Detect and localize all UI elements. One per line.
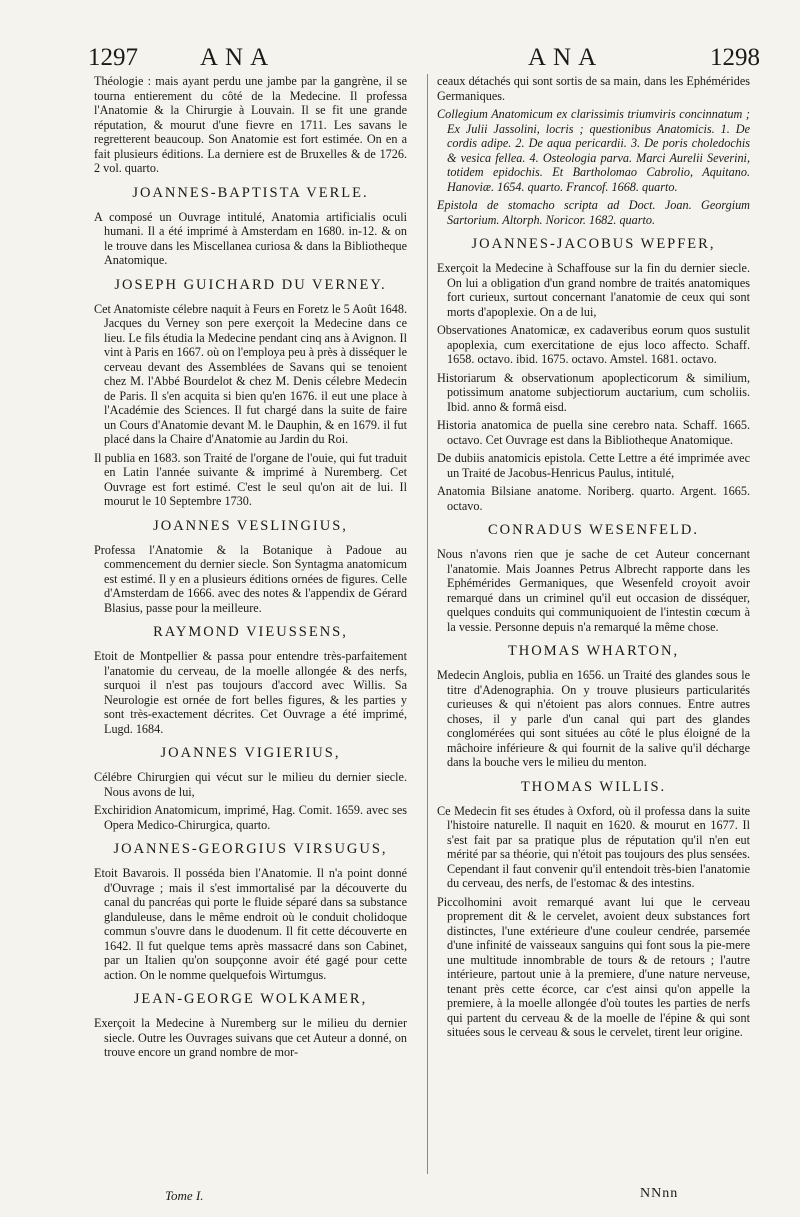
entry-paragraph: Exerçoit la Medecine à Schaffouse sur la fin du dernier siecle. On lui a obligation d'un grand nombre de traités anatomiques fort curieux, surtout concernant l'anatomie de ceux qui sont morts d'apoplexie. On a de lui, — [437, 261, 750, 319]
bibliography-item: Epistola de stomacho scripta ad Doct. Joan. Georgium Sartorium. Altorph. Noricor. 1682. quarto. — [437, 198, 750, 227]
entry-paragraph: Il publia en 1683. son Traité de l'organe de l'ouie, qui fut traduit en Latin l'année suivante & imprimé à Nuremberg. Cet Ouvrage est fort estimé. C'est le seul qu'on ait de lui. Il mourut le 10 Septembre 1730. — [94, 450, 407, 508]
running-title-left: ANA — [200, 44, 276, 71]
biography-entry — [94, 841, 407, 982]
entry-heading: RAYMOND VIEUSSENS, — [153, 624, 348, 640]
entry-paragraph: Medecin Anglois, publia en 1656. un Traité des glandes sous le titre d'Adenographia. On y trouve plusieurs particularités curieuses & qui n'étoient pas alors connues. Entre autres choses, il y parle d'un canal qui part des glandes conglomérées qui sont situées au côté le plus éloigné de la mâchoire inférieure & qui fournit de la salive qu'il décharge dans la bouche vers le milieu du menton. — [437, 668, 750, 769]
continuation-text: Théologie : mais ayant perdu une jambe par la gangrène, il se tourna entierement du côté de la Medecine. Il professa l'Anatomie & la Chirurgie à Louvain. Il se fit une grande réputation, & mourut d'une fievre en 1711. Les savans le regretterent beaucoup. Son Anatomie est fort estimée. On en a fait plusieurs éditions. La derniere est de Bruxelles & de 1726. 2 vol. quarto. — [94, 74, 407, 175]
entry-paragraph: Historia anatomica de puella sine cerebro nata. Schaff. 1665. octavo. Cet Ouvrage est dans la Bibliotheque Anatomique. — [437, 418, 750, 447]
entry-heading: THOMAS WHARTON, — [507, 643, 680, 659]
entry-paragraph: Célébre Chirurgien qui vécut sur le milieu du dernier siecle. Nous avons de lui, — [94, 770, 407, 799]
volume-footer: Tome I. — [165, 1188, 204, 1203]
entry-paragraph: Etoit de Montpellier & passa pour entendre très-parfaitement l'anatomie du cerveau, de la moelle allongée & des nerfs, surquoi il n'est pas toujours d'accord avec Willis. Sa Neurologie est ornée de fort belles figures, & les parties y sont très-exactement décrites. Cet Ouvrage a été imprimé, Lugd. 1684. — [94, 649, 407, 736]
entry-heading: JOANNES VESLINGIUS, — [153, 517, 348, 534]
column-divider — [427, 74, 428, 1174]
entry-heading: JEAN-GEORGE WOLKAMER, — [133, 991, 368, 1007]
signature-mark: NNnn — [640, 1186, 679, 1201]
biography-entry — [437, 643, 750, 770]
biography-entry — [437, 522, 750, 634]
biography-entry — [94, 518, 407, 616]
right-entries — [437, 236, 750, 1040]
page-header — [88, 40, 760, 76]
entry-heading: JOANNES-JACOBUS WEPFER, — [471, 236, 716, 252]
left-entries — [94, 185, 407, 1060]
page-number-right: 1298 — [710, 44, 760, 71]
continuation-text: ceaux détachés qui sont sortis de sa main, dans les Ephémérides Germaniques. — [437, 74, 750, 103]
entry-paragraph: Exerçoit la Medecine à Nuremberg sur le milieu du dernier siecle. Outre les Ouvrages suivans que cet Auteur a donné, on trouve encore un grand nombre de mor- — [94, 1016, 407, 1059]
entry-paragraph: Ce Medecin fit ses études à Oxford, où il professa dans la suite l'histoire naturelle. Il naquit en 1620. & mourut en 1677. Il s'est fait par sa pratique plus de réputation qu'il n'en eut mérité par sa théorie, qui n'étoit pas toujours des plus sensées. Cependant il faut convenir qu'il entendoit très-bien l'anatomie du cerveau, des nerfs, de l'estomac & des intestins. — [437, 803, 750, 890]
biography-entry — [94, 745, 407, 832]
biography-entry — [94, 277, 407, 509]
left-column — [94, 74, 407, 1184]
right-column — [437, 74, 750, 1174]
running-title-right: ANA — [528, 44, 604, 71]
biography-entry — [94, 624, 407, 736]
entry-heading: JOANNES VIGIERIUS, — [160, 745, 341, 761]
entry-paragraph: Exchiridion Anatomicum, imprimé, Hag. Comit. 1659. avec ses Opera Medico-Chirurgica, quarto. — [94, 803, 407, 832]
entry-paragraph: Nous n'avons rien que je sache de cet Auteur concernant l'anatomie. Mais Joannes Petrus Albrecht rapporte dans les Ephémérides Germaniques, que Wesenfeld croyoit avoir remarqué dans un criminel qu'il eut occasion de disséquer, quelques conduits qui communiquoient de l'intestin cœcum à la vessie. Personne depuis n'a remarqué la même chose. — [437, 547, 750, 634]
biography-entry — [94, 991, 407, 1060]
entry-paragraph: De dubiis anatomicis epistola. Cette Lettre a été imprimée avec un Traité de Jacobus-Henricus Paulus, intitulé, — [437, 451, 750, 480]
entry-paragraph: Anatomia Bilsiane anatome. Noriberg. quarto. Argent. 1665. octavo. — [437, 484, 750, 513]
entry-paragraph: Cet Anatomiste célebre naquit à Feurs en Foretz le 5 Août 1648. Jacques du Verney son pere exerçoit la Medecine dans ce lieu. Le fils étudia la Medecine pendant cinq ans à Avignon. Il vint à Paris en 1667. où on l'employa peu à près à disséquer le cerveau devant des Assemblées de Savans qui se tenoient chez M. l'Abbé Bourdelot & chez M. Denis célebre Medecin de Paris. Il s'en acquita si bien qu'en 1676. il eut une place à l'Académie des Sciences. Il fut chargé dans la suite de faire un Cours d'Anatomie devant M. le Dauphin, & en 1679. il fut placé dans la Chaire d'Anatomie au Jardin du Roi. — [94, 301, 407, 446]
biography-entry — [437, 236, 750, 513]
entry-paragraph: Piccolhomini avoit remarqué avant lui que le cerveau proprement dit & le cervelet, avoient deux substances fort distinctes, l'une extérieure d'une couleur cendrée, parsemée d'une infinité de vaisseaux sanguins qui font sous la pie-mere une multitude innombrable de tours & de retours ; l'autre intérieure, partout unie à la premiere, d'une nature nerveuse, tenant près cette écorce, car c'est ainsi qu'on appelle la premiere, à la moelle allongée d'où toutes les parties de nerfs qui partent du cerveau & de la moelle de l'épine & qui sont situées sous le cerveau & sous le cervelet, tirent leur origine. — [437, 894, 750, 1039]
entry-paragraph: A composé un Ouvrage intitulé, Anatomia artificialis oculi humani. Il a été imprimé à Amsterdam en 1680. in-12. & on le trouve dans les Miscellanea curiosa & dans la Bibliotheque Anatomique. — [94, 209, 407, 267]
biography-entry — [94, 185, 407, 268]
biography-entry — [437, 779, 750, 1040]
entry-paragraph: Etoit Bavarois. Il posséda bien l'Anatomie. Il n'a point donné d'Ouvrage ; mais il s'est immortalisé par la découverte du canal du pancréas qui porte le fluide séparé dans sa substance glanduleuse, dans le même endroit où le conduit cholidoque commun s'ouvre dans le duodenum. Il fit cette découverte en 1642. Il fut quelque tems après massacré dans son Cabinet, par un Italien qu'on soupçonne avoir été gagé pour cette action. On le nomme quelquefois Wirtumgus. — [94, 866, 407, 982]
entry-heading: JOANNES-GEORGIUS VIRSUGUS, — [113, 841, 388, 857]
entry-heading: JOSEPH GUICHARD DU VERNEY. — [114, 276, 387, 293]
entry-heading: JOANNES-BAPTISTA VERLE. — [132, 184, 369, 201]
page-number-left: 1297 — [88, 44, 138, 71]
entry-heading: CONRADUS WESENFELD. — [488, 522, 699, 538]
entry-paragraph: Observationes Anatomicæ, ex cadaveribus eorum quos sustulit apoplexia, cum exercitatione de ejus loco affecto. Schaff. 1658. octavo. ibid. 1675. octavo. Amstel. 1681. octavo. — [437, 323, 750, 366]
entry-heading: THOMAS WILLIS. — [520, 778, 667, 795]
bibliography-item: Collegium Anatomicum ex clarissimis triumviris concinnatum ; Ex Julii Jassolini, locris ; questionibus Anatomicis. 1. De cordis adipe. 2. De aqua pericardii. 3. De poris choledochis & vesica fellea. 4. Osteologia parva. Marci Aurelii Severini, totidem epidochis. Et Bartholomao Cabrolio, Aquitano. Hanoviæ. 1654. quarto. Francof. 1668. quarto. — [437, 107, 750, 194]
continuation-items — [437, 107, 750, 227]
entry-paragraph: Historiarum & observationum apoplecticorum & similium, potissimum anatome subjectiorum auctarium, cum scholiis. Ibid. anno & formâ eisd. — [437, 370, 750, 414]
entry-paragraph: Professa l'Anatomie & la Botanique à Padoue au commencement du dernier siecle. Son Syntagma anatomicum est estimé. Il y en a plusieurs éditions ornées de figures. Celle d'Amsterdam de 1666. avec des notes & l'appendix de Gérard Blasius, passe pour la meilleure. — [94, 542, 407, 615]
